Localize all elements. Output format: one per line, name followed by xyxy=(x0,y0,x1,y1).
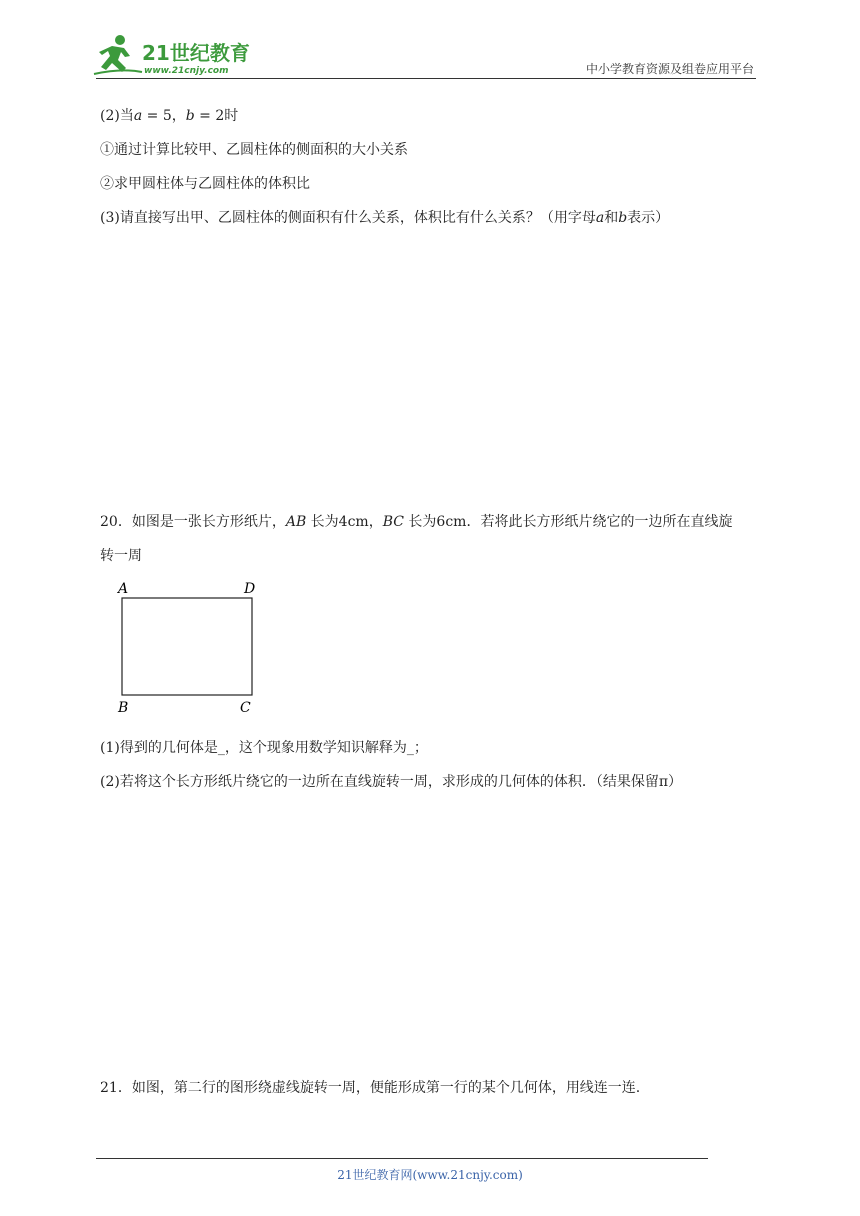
label-a: A xyxy=(118,581,129,597)
header-divider xyxy=(96,78,756,79)
footer-site-link[interactable]: 21世纪教育网(www.21cnjy.com) xyxy=(337,1168,523,1182)
site-logo xyxy=(92,30,262,80)
q19-part3: (3)请直接写出甲、乙圆柱体的侧面积有什么关系，体积比有什么关系？（用字母a和b表示） xyxy=(100,210,670,226)
q19-part2: (2)当a = 5，b = 2时 xyxy=(100,108,239,124)
q20-stem-line2: 转一周 xyxy=(100,548,142,564)
q20-part2: (2)若将这个长方形纸片绕它的一边所在直线旋转一周，求形成的几何体的体积．（结果保留π） xyxy=(100,774,683,790)
header-platform-text: 中小学教育资源及组卷应用平台 xyxy=(585,62,754,76)
logo-text: 21世纪教育 xyxy=(142,41,250,65)
rectangle-abcd xyxy=(122,598,252,695)
footer-divider xyxy=(96,1158,708,1159)
rectangle-figure xyxy=(112,578,272,716)
runner-icon xyxy=(94,35,142,74)
logo-url: www.21cnjy.com xyxy=(144,66,229,76)
q20-part1: (1)得到的几何体是_，这个现象用数学知识解释为_； xyxy=(100,740,428,756)
label-d: D xyxy=(244,581,256,597)
label-b: B xyxy=(118,700,129,716)
label-c: C xyxy=(240,700,251,716)
q19-part2-sub1: ①通过计算比较甲、乙圆柱体的侧面积的大小关系 xyxy=(100,142,408,158)
q21-stem: 21．如图，第二行的图形绕虚线旋转一周，便能形成第一行的某个几何体，用线连一连. xyxy=(100,1080,641,1096)
q19-part2-sub2: ②求甲圆柱体与乙圆柱体的体积比 xyxy=(100,176,310,192)
q20-stem: 20．如图是一张长方形纸片，AB 长为4cm，BC 长为6cm．若将此长方形纸片绕它的一边所在直线旋 xyxy=(100,514,733,530)
